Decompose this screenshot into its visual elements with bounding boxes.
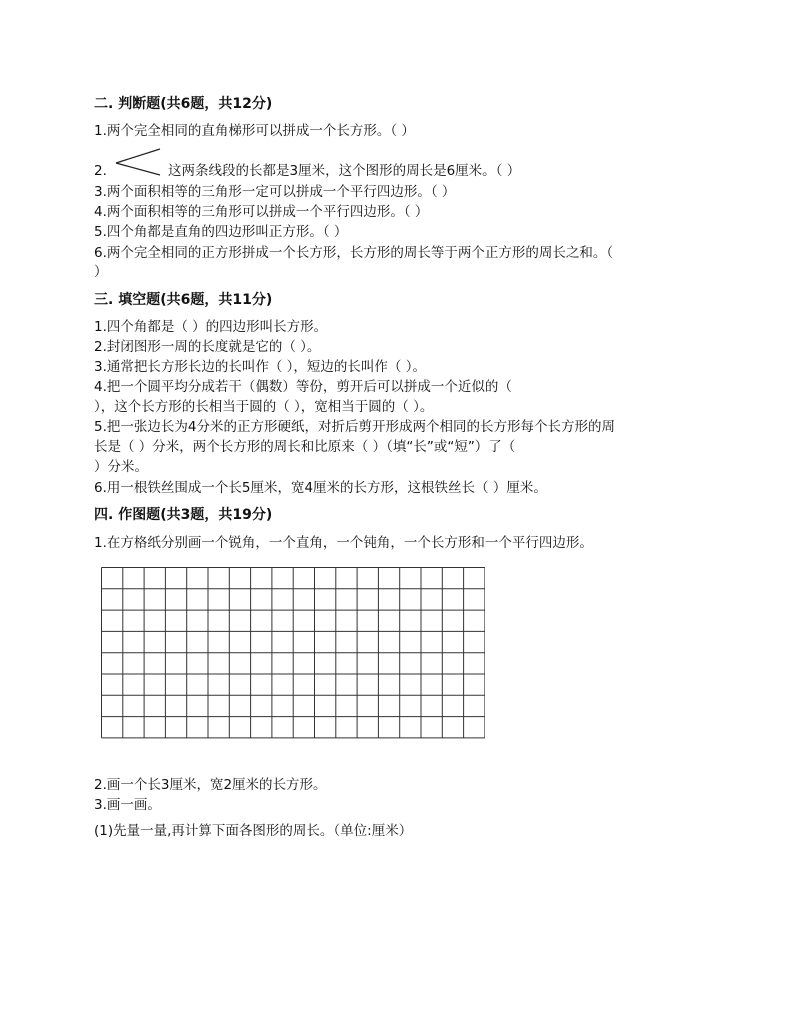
angle-figure-icon	[112, 147, 164, 179]
square-grid-paper	[101, 567, 485, 739]
judge-question-3: 3.两个面积相等的三角形一定可以拼成一个平行四边形。（ ）	[94, 184, 456, 200]
judge-question-2-text: 这两条线段的长都是3厘米，这个图形的周长是6厘米。（ ）	[168, 163, 521, 179]
fill-question-6: 6.用一根铁丝围成一个长5厘米，宽4厘米的长方形，这根铁丝长（ ）厘米。	[94, 480, 547, 496]
draw-question-2: 2.画一个长3厘米，宽2厘米的长方形。	[94, 777, 327, 793]
draw-question-3-sub-1: (1)先量一量,再计算下面各图形的周长。（单位:厘米）	[94, 823, 413, 839]
fill-question-1: 1.四个角都是（ ）的四边形叫长方形。	[94, 319, 328, 335]
fill-question-5-line-2: 长是（ ）分米，两个长方形的周长和比原来（ ）（填“长”或“短”）了（	[94, 439, 516, 455]
judge-question-5: 5.四个角都是直角的四边形叫正方形。（ ）	[94, 224, 348, 240]
judge-question-2-number: 2.	[94, 163, 107, 179]
fill-question-4-line-1: 4.把一个圆平均分成若干（偶数）等份，剪开后可以拼成一个近似的（	[94, 379, 512, 395]
draw-question-3: 3.画一画。	[94, 797, 161, 813]
fill-question-4-line-2: ），这个长方形的长相当于圆的（ ），宽相当于圆的（ ）。	[94, 399, 434, 415]
section-4-heading: 四. 作图题(共3题，共19分)	[94, 507, 273, 523]
fill-question-3: 3.通常把长方形长边的长叫作（ ），短边的长叫作（ ）。	[94, 359, 426, 375]
judge-question-6-line-1: 6.两个完全相同的正方形拼成一个长方形，长方形的周长等于两个正方形的周长之和。（	[94, 245, 614, 261]
draw-question-1: 1.在方格纸分别画一个锐角，一个直角，一个钝角，一个长方形和一个平行四边形。	[94, 535, 593, 551]
judge-question-1: 1.两个完全相同的直角梯形可以拼成一个长方形。（ ）	[94, 123, 415, 139]
fill-question-2: 2.封闭图形一周的长度就是它的（ ）。	[94, 339, 321, 355]
fill-question-5-line-3: ）分米。	[94, 459, 148, 475]
section-2-heading: 二. 判断题(共6题，共12分)	[94, 96, 273, 112]
judge-question-6-line-2: ）	[94, 264, 108, 280]
fill-question-5-line-1: 5.把一张边长为4分米的正方形硬纸，对折后剪开形成两个相同的长方形每个长方形的周	[94, 419, 615, 435]
section-3-heading: 三. 填空题(共6题，共11分)	[94, 292, 273, 308]
judge-question-4: 4.两个面积相等的三角形可以拼成一个平行四边形。（ ）	[94, 204, 429, 220]
